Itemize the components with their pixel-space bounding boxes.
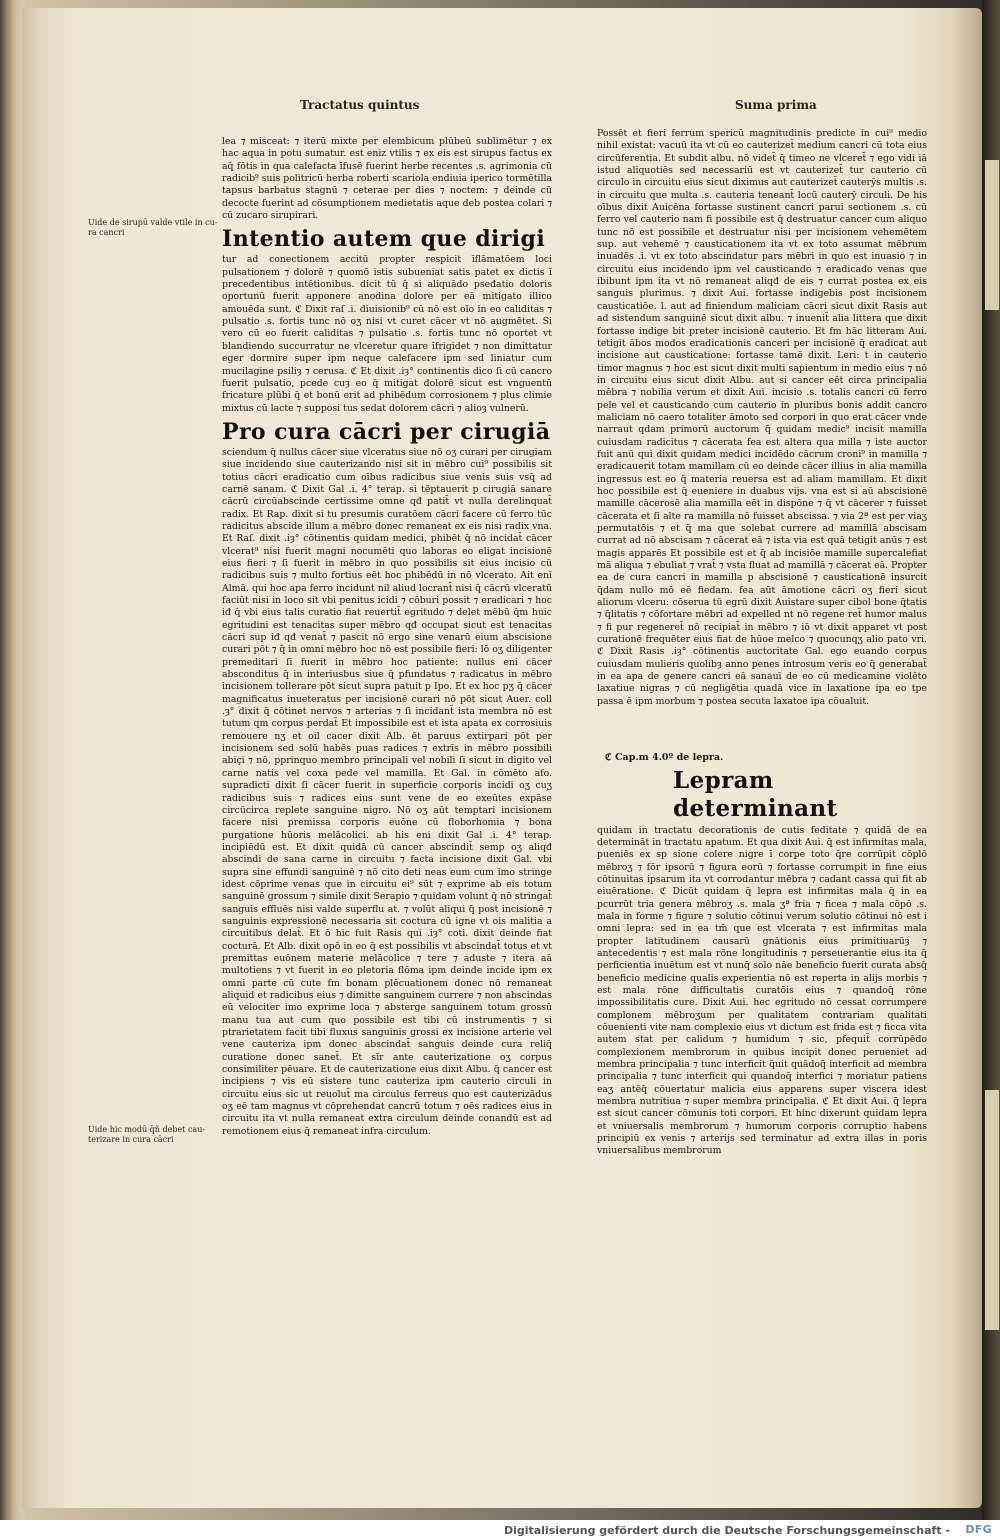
next-page-sliver [985, 160, 999, 310]
paragraph: lea ⁊ misceat: ⁊ iterū mixte per elembicum plūbeū sublimētur ⁊ ex hac aqua in potu sumatur. est eniz vtilis ⁊ ex eis est sirupus factus ex aq̄ fōtis in qua calefacta īfusē fuerint herbe recentes .s. agrimonia cū radicib⁹ suis politricū herba roberti scariola endiuia iperico tormētilla tapsus barbatus stagnū ⁊ ceterae per dies ⁊ noctem: ⁊ deinde cū decocte fuerint ad cōsumptionem medietatis aque deb postea colari ⁊ cū zucaro sirupirari. [222, 136, 552, 222]
margin-note: Uide de sirupū valde vtile in cu-ra cancri [88, 218, 218, 237]
dfg-logo-text: DFG [965, 1523, 992, 1536]
paragraph: Possēt et fieri ferrum spericū magnitudinis predicte in cui⁹ medio nihil existat: vacuū ita vt cū eo cauterizet̄ medium cancri cū tota eius circūferentia. Et subdit albu. nō videt̄ q̄ timeo ne vlceret̄ ⁊ ego vidi iā istud aliquotiēs sed necessariū est vt cauterizet̄ tur cauterio cū circulo in circuitu eius sicut diximus aut cauterizet̄ cauterȳs multis .s. in circuitu que multa .s. cauteria teneant̄ locū cauterȳ circuli. De his oībus dixit Auicēna fortasse sustinent cancri parui sectionem .s. cū ferro vel cauterio nam fi possibile est q̄ destruatur cancer cum aliquo tunc nō est possibile et destruatur nisi per incisionem vehemētem sup. aut vehemē ⁊ causticationem ita vt ex toto assumat mēbrum inuadēs .i. vt ex toto abscindatur pars mēbri in quo est inuasio ⁊ in circuitu eius incidendo ipm vel causticando ⁊ eradicado venas que ibibunt ipm ita vt nō remaneat aliqđ de eis ⁊ currat postea ex eis sanguis plurimus. ⁊ dixit Aui. fortasse indigebis post incisionem causticatiōe. l. aut ad finiendum maliciam cācri sicut dixit Rasis aut ad sistendum sanguinē sicut dixit albu. ⁊ inuenit̄ alia littera que dixit fortasse indige bit preter incisionē cauterio. Et fm hāc litteram Aui. tetigit ābos modos eradicationis canceri per incisionē q̄ eradicat aut incisione aut causticatione: fortasse tamē dixit. Leri: t in cauterio timor magnus ⁊ hoc est sicut dixit multi sapientum in medio eius ⁊ nō in circuitu eius sicut dixit Albu. aut si cancer eēt circa principalia mēbra ⁊ nobilia verum et dixit Aui. incisio .s. totalis cancri cū ferro pele vel et causticando cum cauterio in pluribus bonis addit cancro maliciam nō caero totaliter āmoto sed corpori in quo erat cācer vnde narraut qdam primorū auctorum q̄ quidam medic⁹ incisit mamilla cuiusdam radicitus ⁊ cācerata fea est altera qua milla ⁊ iste auctor fuit anū qui dixit quidam medici incidēdo cācrum croni⁹ in mamilla ⁊ eradicauerit totam mamillam cū eo deinde cācer illius in alia mamilla ingressus est eo q̄ materia reuersa est ad aliam mamillam. Et dixit hoc possibile est q̄ eueniere in duabus vijs. vna est si aū abscisionē mamille cācerosē alia mamilla eēt in dispōne ⁊ q̄ vt cācerer ⁊ fuisset cācerata et ſi alte ra mamilla nō fuisset abscissa. ⁊ via 2ª est per viaʒ permutatōis ⁊ et q̄ ma que solebat currere ad mamillā abscisam currat ad nō abscisam ⁊ cācerat eā ⁊ ista via est quā tetigit anūs ⁊ est magis apparēs Et possibile est et q̄ ab incisiōe mamille supercalefiat mā aliqua ⁊ ebuliat ⁊ vrat̄ ⁊ vsta fluat ad mamillā ⁊ cācerat eā. Propter ea de cura cancri in mamilla p abscisionē ⁊ causticationē insurcit q̄dam nullo mō eē fiedam. fea aūt āmotione cācri oʒ fieri sicut aliorum vlceru: cōserua tū egrū dixit Auistare super cibol bone q̄tatis ⁊ q̄litatis ⁊ cōfortare mēbri ad expelled nt nō regene ret̄ humor malus ⁊ fi pur regeneret̄ nō recipiat̄ in mēbro ⁊ iō vt dixit apparet vt post curationē frequēter eius fiat de hūoe melco ⁊ quocunqʒ alio pato vri. ℭ Dixit Rasis .iȝ° cōtinentis auctoritate Gal. ego euando corpus cuiusdam mulieris quolibȝ anno penes introsum veris eo q̄ generabat̄ in ea apa de genere cancri eā sanauī de eo cū medicamine violēto laxatiue nigras ⁊ cū negligētia quadā vice in laxatione ipa eo tpe passa ē ipm morbum ⁊ postea secuta laxatoe ipa cōualuit. [597, 128, 927, 707]
chapter-label: ℭ Cap.m 4.0º de lepra. [605, 752, 724, 764]
dfg-logo [965, 1523, 992, 1536]
text-column-right [597, 128, 927, 1498]
spacer [597, 708, 927, 750]
running-head-right: Suma prima [735, 98, 817, 112]
digitization-credit: Digitalisierung gefördert durch die Deutsche Forschungsgemeinschaft - [503, 1524, 950, 1537]
next-page-sliver [985, 1090, 999, 1330]
section-heading: Intentio autem que dirigi [222, 226, 546, 253]
running-head-left: Tractatus quintus [300, 98, 420, 112]
section-heading: Pro cura cācri per cirugiā [222, 418, 551, 445]
text-column-left [222, 136, 552, 1311]
paragraph: tur ad conectionem accitū propter respicit īflāmatōem loci pulsationem ⁊ dolorē ⁊ quomō istis subueniat satis patet ex dictis ī precedentibus intētionibus. dicit tū q̄ si aliquādo pseđatio doloris oportunū fuerit apponere anodina dolore per eā mitigato illico amouēda sunt. ℭ Dixit raſ .i. diuisionib⁹ cū nō est olo in eo caliditas ⁊ pulsatio .s. fortis tunc nō oʒ nisi vt curet cācer vt nō augmētet. Si vero cū eo fuerit caliditas ⁊ pulsatio .s. fortis tunc nō oportet vt blandiendo succurratur ne vlceretur quare īfrigidet ⁊ non dimittatur eger dormire super ipm neque calefacere ipm sed liniatur cum mucilagine psiliȝ ⁊ cerusa. ℭ Et dixit .iȝ° continentis dico ſi cū cancro fuerit pulsatio, pcede cuȝ eo q̄ mitigat dolorē sicut est vnguentū fricature plūbi q̄ et bonū erit ad phibēdum corrosionem ⁊ plus climie mixtus cū lacte ⁊ supposi tus sedat dolorem cācri ⁊ alioȝ vulnerū. [222, 254, 552, 414]
section-heading: Lepram determinant [673, 766, 838, 822]
paragraph: quidam in tractatu decorationis de cutis feditate ⁊ quidā de ea determināt in tractatu apatum. Et qua dixit Aui. q̄ est infirmitas mala, pueniēs ex sp sione colere nigre ī corpe toto q̄re corrūpit cōplō mēbroʒ ⁊ fōr ipsorū ⁊ figura eorū ⁊ fortasse corrumpit in fine eius cōtinuitas ipsarum ita vt corrodantur mēbra ⁊ cadant cassa qui fit ab eiuēratione. ℭ Dicūt quidam q̄ lepra est infirmitas mala q̄ in ea pcurrūt tria genera mēbroʒ .s. mala ʒª fria ⁊ ficea ⁊ mala cōpō .s. mala in forme ⁊ figure ⁊ solutio cōtinui verum solutio cōtinui nō est i omni lepra: sed in ea tm̄ que est vlcerata ⁊ est infirmitas mala propter latitudinem causarū gnātionis eius primitiuarūȝ ⁊ antecedentis ⁊ est mala rōne longitudinis ⁊ perseuerantie eius ita q̄ perficientia inuētum est vt nunq̄ solo nāe beneficio fuerit curata absq̄ beneficio medicine qualis experientia nō est reperta in alijs morbis ⁊ est mala rōne difficultatis curatōis eius ⁊ quandoq̄ rōne impossibilitatis cure. Dixit Aui. hec egritudo nō cessat corrumpere complonem mēbroʒum per qualitatem contrariam qualitati cōuenienti vite nam complexio eius vt dictum est frida est ⁊ ficca vita autem stat per calidum ⁊ humidum ⁊ sic, pfequit̄ corrūpēdo complexionem membrorum in quibus incipit donec perueniet ad membra principalia ⁊ tunc interficit q̄uit quādoq̄ interficit ad membra principalia ⁊ tunc interficit qui quandoq̄ interfici ⁊ moriatur patiens eaʒ antēq̄ cōuertatur malicia eius apparens super viscera idest membra nutritiua ⁊ super membra principalia. ℭ Et dixit Aui. q̄ lepra est sicut cancer cōmunis toti corpori. Et hinc dixerunt quidam lepra et vniuersalis membrorum ⁊ humorum corporis corruptio habens principiū ex venis ⁊ arterijs sed terminatur ad extra illas in poris vniuersalibus membrorum [597, 824, 927, 1157]
margin-note: Uide hic modū q̄ñ debet cau-terizare in cura cācri [88, 1125, 206, 1144]
paragraph: sciendum q̄ nullus cācer siue vlceratus siue nō oʒ curari per cirugiam siue incidendo siue cauterizando nisi sit in mēbro cui⁹ possibilis sit totius cācri eradicatio cum oībus radicibus siue venis suis vsq̄ ad carnē sanam. ℭ Dixit Gal .i. 4° terap. si tēptauerit p cirugiā sanare cācrū circūabscinde certissime omne qđ patit̄ vt nulla derelinquat̄ radix. Et Rap. dixit si tu presumis curatōem cācri facere cū ferro tūc radicitus abscide illum a mēbro donec remaneat ex eis nisi radix vna. Et Raſ. dixit .iȝ° cōtinentis quidam medici, phibēt q̄ nō incidat̄ cācer vlcerat⁹ nisi fuerit magni nocumēti quo laboras eo eligat incisionē eius fieri ⁊ ſi fuerit in mēbro in quo possibilis sit eius incisio cū radicibus suis ⁊ multo fortius eēt hoc phibēdū in nō vlcerato. Ait enī Almā. qui hoc apa ferro incidunt nil aliud locrant̄ nisi q̄ cācrū vlceratū faciūt nisi in loco sit vbi penitus icidi ⁊ cōburi possit ⁊ eradicari ⁊ hoc iđ q̄ vbi eius talis curatio fiat reuertit̄ egritudo ⁊ delet mēbū q̄m huic egritudini est tenacitas super mēbro qđ occupat sicut est tenacitas cācri sup iđ qđ venat̄ ⁊ pascit nō ergo sine venarū eium abscisione curari pōt ⁊ q̄ in omni mēbro hoc nō est possibile fieri: lō oʒ diligenter premeditari ſi fuerit in mēbro hoc patiente: nullus eni cācer absconditus q̄ in interiusbus siue q̄ pfundatus ⁊ radicatus in mēbro incisionem tollerare pōt sicut supra patuit p Ipo. Et ex hoc pʒ q̄ cācer magnificatus inueteratus per incisionē curari nō pōt sicut Auer. coll .ȝ° dixit q̄ cōtinet nervos ⁊ arterias ⁊ ſi incidant̄ ista membra nō est tutum qm corpus perdat̄ Et impossibile est et ista apata ex corrosiuis remouere nʒ et oil cacer dixit Alb. ēt paruus extirpari pōt per incisionem sed solū habēs puas radices ⁊ extrīs in mēbro possibili abiçi ⁊ nō, pprinquo membro principali vel nobili ſi sicut in digito vel carne natis vel coxa pede vel mamilla. Et Gal. in cōmēto afo. supradicti dixit ſi cācer fuerit in superficie corporis incidi oʒ cuʒ radicibus suis ⁊ radices eius sunt vene de eo exeūtes expāse circūcirca replete sanguine nigro. Nō oʒ aūt temptari incisionem facere nisi premissa corporis euōne cū floborhomia ⁊ bona purgatione hūoris melācolici. ab his eni dixit Gal .i. 4° terap. incipiēdū est. Et dixit quidā cū cancer abscindit̄ semp oʒ aliqđ abscindi de sana carne in circuitu ⁊ facta incisione dixit Gal. vbi supra sine effundi sanguinē ⁊ nō cito deti neas eum cum īmo stringe idest cōprime venas que in circuitu ei⁹ sūt ⁊ exprime ab eis totum sanguinē grossum ⁊ simile dixit Serapio ⁊ quidam volunt q̄ nō stringat̄ sanguis effluēs nisi valde superflu at. ⁊ volūt aliqui q̄ post incisionē ⁊ sanguinis expressionē necessaria sit coctura cū igne vt ois malitia a circuitibus delat̄. Et ō hic fuit Rasis qui .iȝ° coti. dixit deinde fiat cocturā. Et Alb. dixit opō in eo q̄ est possibilis vt abscindat̄ totus et vt premittas euōnem materie melācolice ⁊ tere ⁊ aduste ⁊ itera aā multotiens ⁊ vt fuerit in eo pletoria flōma ipm deinde incide ipm ex omni parte cū cute fm bonam plēcuationem donec nō remaneat aliquid et radicibus eius ⁊ dimitte sanguinem currere ⁊ non abscindas eū velociter imo exprime loca ⁊ absterge sanguinem totum grossū manu tua aut cum quo possibile est tibi cū instrumentis ⁊ si ptrarietatem facit tibi fluxus sanguinis grossi ex incisione arterie vel vene cauteriza ipm donec abscindat̄ sanguis deinde cura reliq̄ curatione donec sanet̄. Et sīr ante cauterizatione oʒ corpus consimiliter pēuare. Et de cauterizatione eius dixit Albu. q̄ cancer est incipiens ⁊ vis eū sistere tunc cauteriza ipm cauterio circuli in circuitu eius sic ut reuolut̄ ma circulus ferreus quo est cauterizādus oʒ eē tam magnus vt cōprehendat cancrū totum ⁊ oēs radices eius in circuitu ita vt nulla remaneat extra circulum deinde conandū est ad remotionem eius q̄ remaneat infra circulum. [222, 446, 552, 1137]
